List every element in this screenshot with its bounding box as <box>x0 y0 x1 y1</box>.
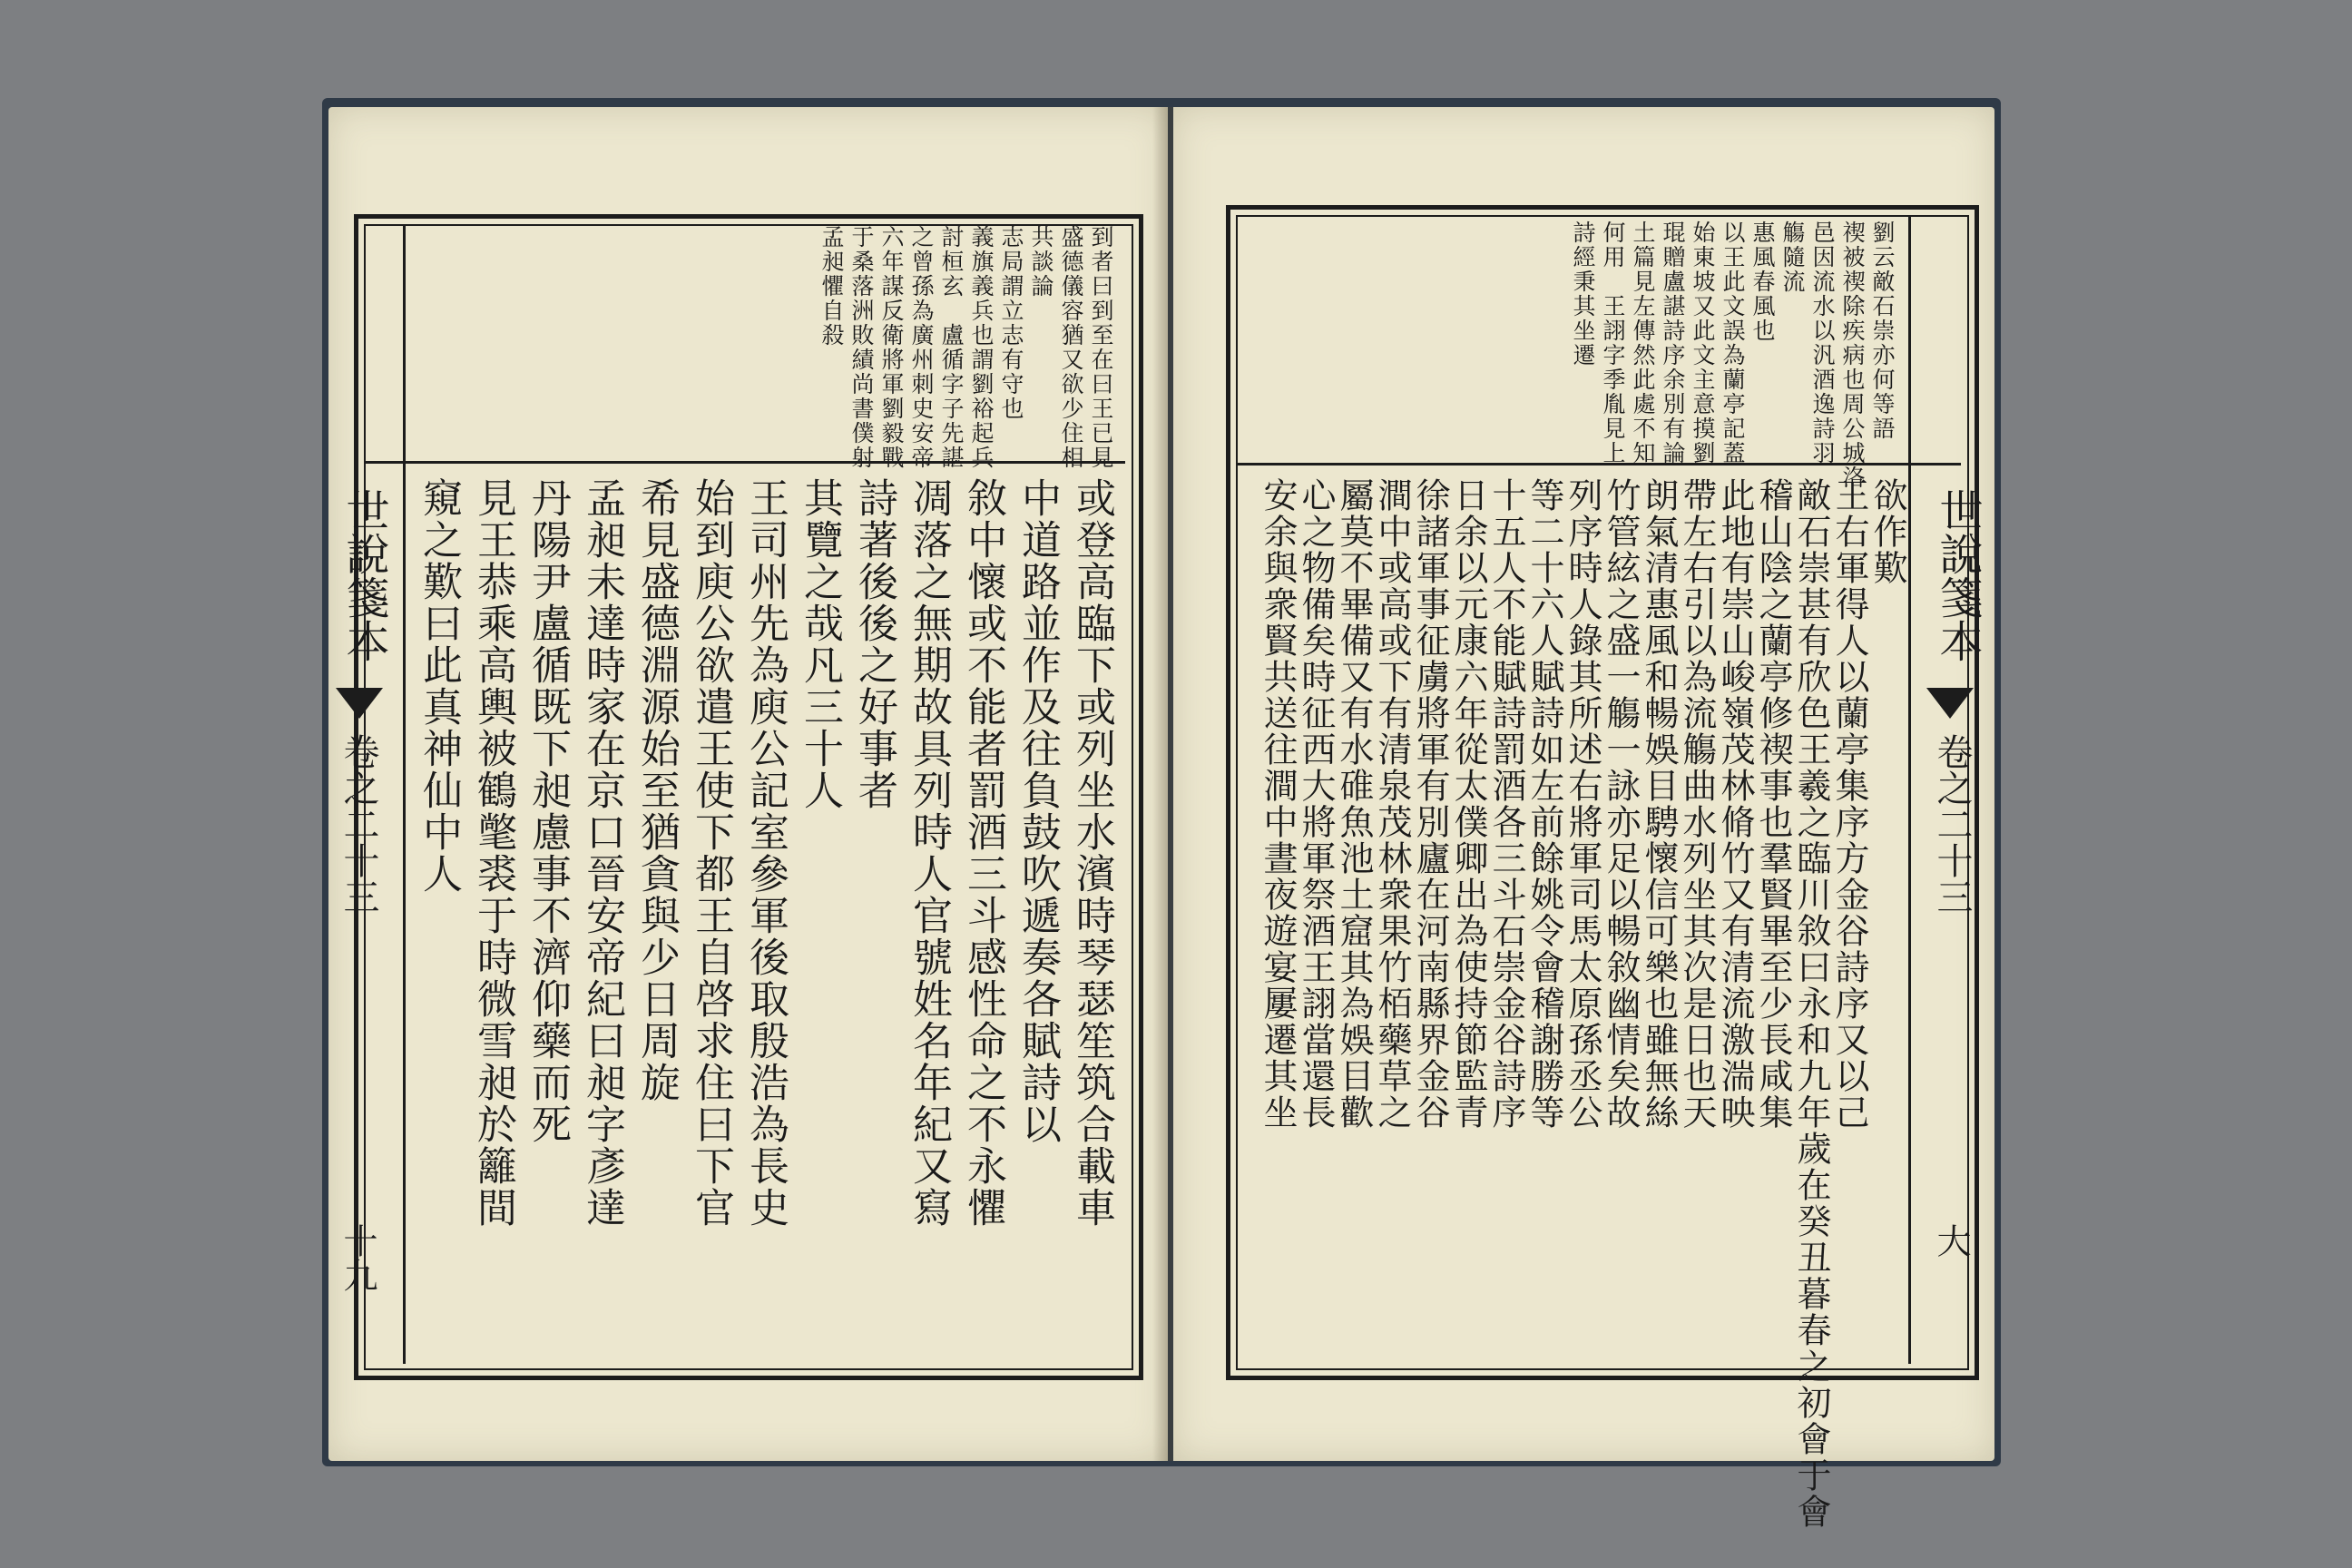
right-note-column-3: 邑因流水以汎酒逸詩羽 <box>1809 220 1836 466</box>
right-note-column-7: 始東坡又此文主意摸劉 <box>1690 220 1716 466</box>
right-text-column-7: 朗氣清惠風和暢娛目騁懷信可樂也雖無絲 <box>1639 477 1679 1131</box>
right-note-column-9: 土篇見左傳然此處不知 <box>1630 220 1656 466</box>
right-note-column-5: 惠風春風也 <box>1749 220 1776 343</box>
left-page <box>328 107 1168 1461</box>
right-note-column-10: 何用 王詡字季胤見上 <box>1600 220 1626 466</box>
right-page-number: 大 <box>1931 1223 1971 1258</box>
right-note-column-6: 以王此文誤為蘭亭記蓋 <box>1720 220 1746 466</box>
left-fish-tail <box>336 688 383 719</box>
left-text-column-9: 希見盛德淵源始至猶貪與少日周旋 <box>633 477 680 1103</box>
right-margin-chapter: 卷之二十三 <box>1931 733 1973 915</box>
right-text-column-6: 帶左右引以為流觴曲水列坐其次是日也天 <box>1677 477 1717 1131</box>
left-note-column-2: 盛德儀容猶又欲少住相 <box>1058 225 1084 470</box>
left-margin-rule <box>403 225 406 1364</box>
right-text-column-10: 等二十六人賦詩如左前餘姚令會稽謝勝等 <box>1524 477 1564 1131</box>
right-text-column-12: 日余以元康六年從太僕卿出為使持節監青 <box>1448 477 1488 1131</box>
right-text-column-16: 心之物備矣時征西大將軍祭酒王詡當還長 <box>1296 477 1336 1131</box>
left-note-divider <box>365 461 1125 464</box>
left-note-column-1: 到者曰到至在曰王已見 <box>1088 225 1114 470</box>
left-text-column-8: 始到庾公欲遣王使下都王自啓求住曰下官 <box>688 477 734 1229</box>
right-page <box>1173 107 1994 1530</box>
right-text-column-4: 稽山陰之蘭亭修禊事也羣賢畢至少長咸集 <box>1753 477 1793 1131</box>
left-note-column-8: 六年謀反衛將軍劉毅戰 <box>878 225 905 470</box>
right-fish-tail <box>1926 688 1974 719</box>
left-note-column-4: 志局謂立志有守也 <box>998 225 1024 421</box>
right-margin-rule <box>1908 216 1911 1364</box>
left-text-column-2: 中道路並作及往負鼓吹遞奏各賦詩以 <box>1014 477 1061 1145</box>
left-text-column-12: 見王恭乘高輿被鶴氅裘于時微雪昶於籬間 <box>470 477 516 1229</box>
left-text-column-1: 或登高臨下或列坐水濱時琴瑟笙筑合載車 <box>1069 477 1115 1229</box>
left-text-column-6: 其覽之哉凡三十人 <box>797 477 843 811</box>
right-text-column-1: 欲作歎 <box>1867 477 1907 586</box>
left-note-column-5: 義旗義兵也謂劉裕起兵 <box>968 225 995 470</box>
right-text-column-11: 十五人不能賦詩罰酒各三斗石崇金谷詩序 <box>1486 477 1526 1131</box>
left-text-column-11: 丹陽尹盧循既下昶慮事不濟仰藥而死 <box>524 477 571 1145</box>
right-note-column-8: 琨贈盧諶詩序余別有論 <box>1660 220 1686 466</box>
left-text-column-3: 敘中懷或不能者罰酒三斗感性命之不永懼 <box>960 477 1006 1229</box>
left-text-column-7: 王司州先為庾公記室參軍後取殷浩為長史 <box>742 477 789 1229</box>
left-note-column-3: 共談論 <box>1028 225 1054 299</box>
right-text-column-3: 敵石崇甚有欣色王羲之臨川敘曰永和九年歲在癸丑暮春之初會于會 <box>1791 477 1831 1530</box>
right-text-column-14: 澗中或高或下有清泉茂林衆果竹栢藥草之 <box>1372 477 1412 1131</box>
left-text-column-5: 詩著後後之好事者 <box>851 477 897 811</box>
right-note-column-11: 詩經秉其坐遷 <box>1570 220 1596 368</box>
left-page-number: 十九 <box>338 1223 377 1292</box>
right-text-column-15: 屬莫不畢備又有水碓魚池土窟其為娛目歡 <box>1334 477 1374 1131</box>
right-text-column-2: 王右軍得人以蘭亭集序方金谷詩序又以己 <box>1829 477 1869 1131</box>
right-note-column-4: 觴隨流 <box>1779 220 1806 294</box>
right-text-column-17: 安余與衆賢共送往澗中晝夜遊宴屢遷其坐 <box>1258 477 1298 1131</box>
right-note-column-1: 劉云敵石崇亦何等語 <box>1869 220 1896 441</box>
right-margin-title: 世說箋本 <box>1932 488 1983 662</box>
right-text-column-8: 竹管絃之盛一觴一詠亦足以暢敘幽情矣故 <box>1601 477 1641 1131</box>
left-note-column-6: 討桓玄 盧循字子先諶 <box>938 225 965 470</box>
left-margin-chapter: 卷之二十三 <box>338 733 379 915</box>
left-text-column-13: 窺之歎曰此真神仙中人 <box>416 477 462 895</box>
right-note-column-2: 禊被禊除疾病也周公城洛 <box>1839 220 1866 490</box>
left-text-column-10: 孟昶未達時家在京口晉安帝紀曰昶字彥達 <box>579 477 625 1229</box>
left-text-column-4: 凋落之無期故具列時人官號姓名年紀又寫 <box>906 477 952 1229</box>
left-note-column-9: 于桑落洲敗績尚書僕射 <box>848 225 875 470</box>
left-note-column-10: 孟昶懼自殺 <box>818 225 845 348</box>
left-note-column-7: 之曾孫為廣州刺史安帝 <box>908 225 935 470</box>
right-text-column-13: 徐諸軍事征虜將軍有別廬在河南縣界金谷 <box>1410 477 1450 1131</box>
left-margin-title: 世說箋本 <box>338 488 389 662</box>
right-text-column-5: 此地有崇山峻嶺茂林脩竹又有清流激湍映 <box>1715 477 1755 1131</box>
right-text-column-9: 列序時人錄其所述右將軍司馬太原孫丞公 <box>1563 477 1602 1131</box>
